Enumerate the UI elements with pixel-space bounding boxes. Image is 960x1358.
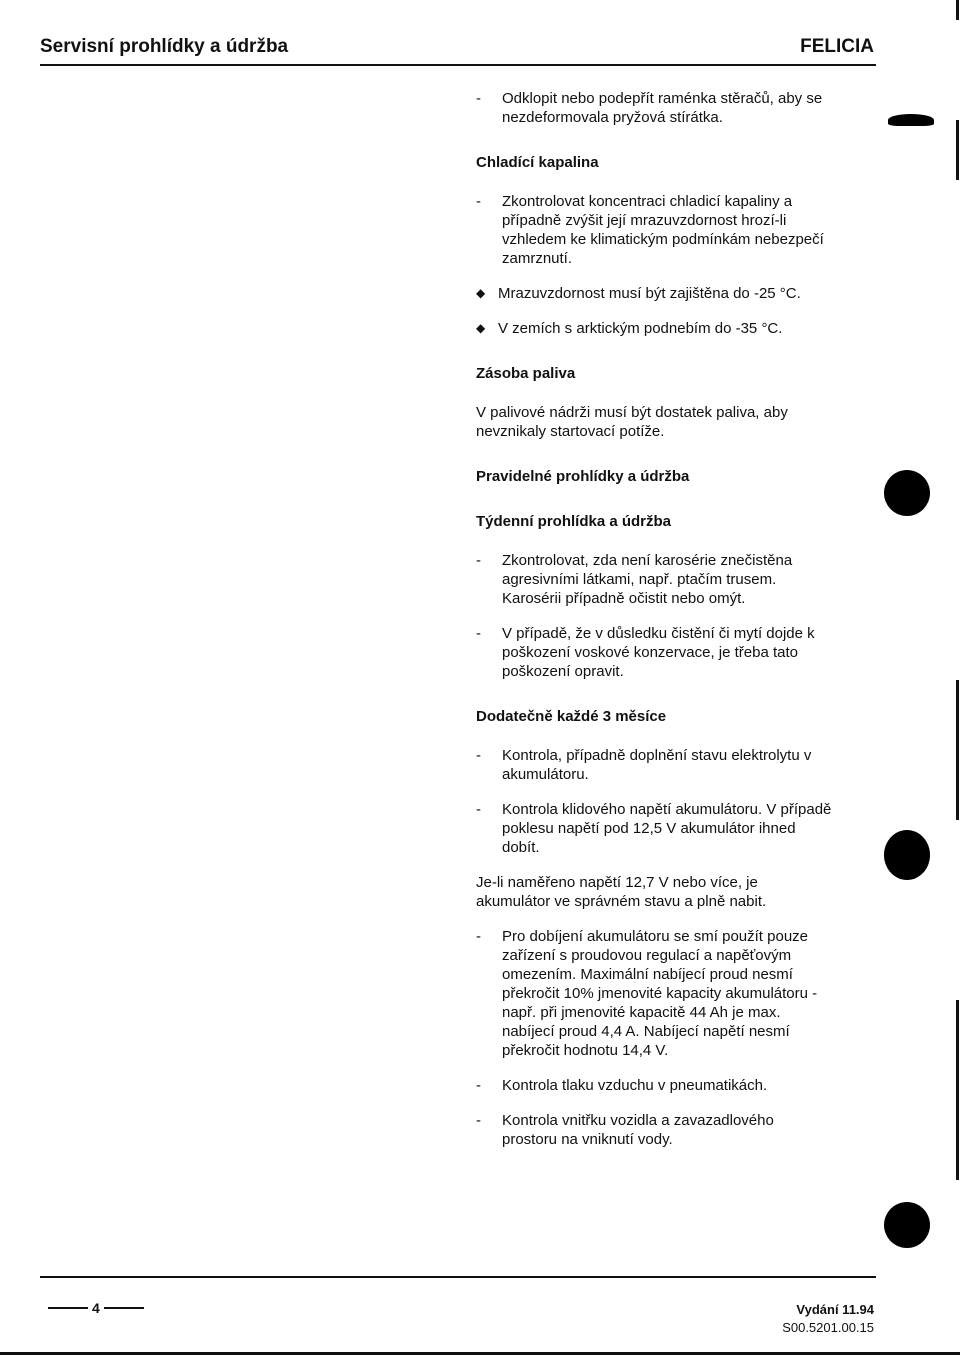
coolant-note-2: V zemích s arktickým podnebím do -35 °C. [498, 320, 783, 337]
list-item [476, 89, 832, 127]
page-number-rule [104, 1307, 144, 1309]
list-item [476, 1111, 832, 1149]
coolant-note-1: Mrazuvzdornost musí být zajištěna do -25 °C. [498, 285, 801, 302]
dash-bullet: - [476, 928, 481, 945]
coolant-item-text: Zkontrolovat koncentraci chladicí kapaliny a případně zvýšit její mrazuvzdornost hrozí-li vzhledem ke klimatickým podmínkám nebezpečí zamrznutí. [502, 193, 824, 267]
list-item [476, 1076, 832, 1095]
scan-edge-mark [956, 680, 959, 820]
quarterly-item-4: Kontrola tlaku vzduchu v pneumatikách. [502, 1077, 768, 1094]
note-item [476, 284, 832, 303]
dash-bullet: - [476, 747, 481, 764]
dash-bullet: - [476, 193, 481, 210]
list-item [476, 800, 832, 857]
scan-edge-mark [956, 120, 959, 180]
quarterly-item-3: Pro dobíjení akumulátoru se smí použít pouze zařízení s proudovou regulací a napěťovým omezením. Maximální nabíjecí proud nesmí překročit 10% jmenovité kapacity akumulátoru - např. při jmenovité kapacitě 44 Ah je max. nabíjecí proud 4,4 A. Nabíjecí napětí nesmí překročit hodnotu 14,4 V. [502, 928, 818, 1059]
punch-hole-mark [888, 114, 934, 126]
dash-bullet: - [476, 90, 481, 107]
note-item [476, 319, 832, 338]
header-divider [40, 64, 876, 66]
coolant-heading: Chladící kapalina [476, 154, 599, 171]
weekly-heading: Týdenní prohlídka a údržba [476, 513, 672, 530]
dash-bullet: - [476, 625, 481, 642]
quarterly-item-2: Kontrola klidového napětí akumulátoru. V případě poklesu napětí pod 12,5 V akumulátor ihned dobít. [502, 801, 832, 856]
quarterly-heading: Dodatečně každé 3 měsíce [476, 708, 667, 725]
diamond-bullet: ◆ [476, 321, 486, 335]
voltage-paragraph: Je-li naměřeno napětí 12,7 V nebo více, je akumulátor ve správném stavu a plně nabit. [476, 874, 767, 910]
main-content [476, 89, 832, 1165]
model-name: FELICIA [800, 36, 874, 57]
regular-heading: Pravidelné prohlídky a údržba [476, 468, 690, 485]
dash-bullet: - [476, 552, 481, 569]
edition-label: Vydání 11.94 [796, 1302, 874, 1317]
list-item [476, 746, 832, 784]
punch-hole-mark [884, 470, 930, 516]
dash-bullet: - [476, 801, 481, 818]
page-number [44, 1300, 148, 1316]
page-number-rule [48, 1307, 88, 1309]
punch-hole-mark [884, 830, 930, 880]
scan-edge-mark [956, 1000, 959, 1180]
weekly-item-1: Zkontrolovat, zda není karosérie znečistěna agresivními látkami, např. ptačím trusem. Karosérii případně očistit nebo omýt. [502, 552, 793, 607]
document-number: S00.5201.00.15 [782, 1320, 874, 1335]
dash-bullet: - [476, 1077, 481, 1094]
list-item [476, 192, 832, 268]
list-item [476, 927, 832, 1060]
wiper-item-text: Odklopit nebo podepřít raménka stěračů, aby se nezdeformovala pryžová stírátka. [502, 90, 823, 126]
page-number-value: 4 [92, 1300, 100, 1316]
list-item [476, 624, 832, 681]
quarterly-item-1: Kontrola, případně doplnění stavu elektrolytu v akumulátoru. [502, 747, 812, 783]
fuel-text: V palivové nádrži musí být dostatek paliva, aby nevznikaly startovací potíže. [476, 404, 788, 440]
bottom-border [0, 1352, 960, 1355]
punch-hole-mark [884, 1202, 930, 1248]
quarterly-item-5: Kontrola vnitřku vozidla a zavazadlového prostoru na vniknutí vody. [502, 1112, 774, 1148]
scan-edge-mark [956, 0, 959, 20]
diamond-bullet: ◆ [476, 286, 486, 300]
list-item [476, 551, 832, 608]
fuel-heading: Zásoba paliva [476, 365, 576, 382]
page-title: Servisní prohlídky a údržba [40, 36, 289, 57]
footer-divider [40, 1276, 876, 1278]
weekly-item-2: V případě, že v důsledku čistění či mytí dojde k poškození voskové konzervace, je třeba tato poškození opravit. [502, 625, 815, 680]
dash-bullet: - [476, 1112, 481, 1129]
